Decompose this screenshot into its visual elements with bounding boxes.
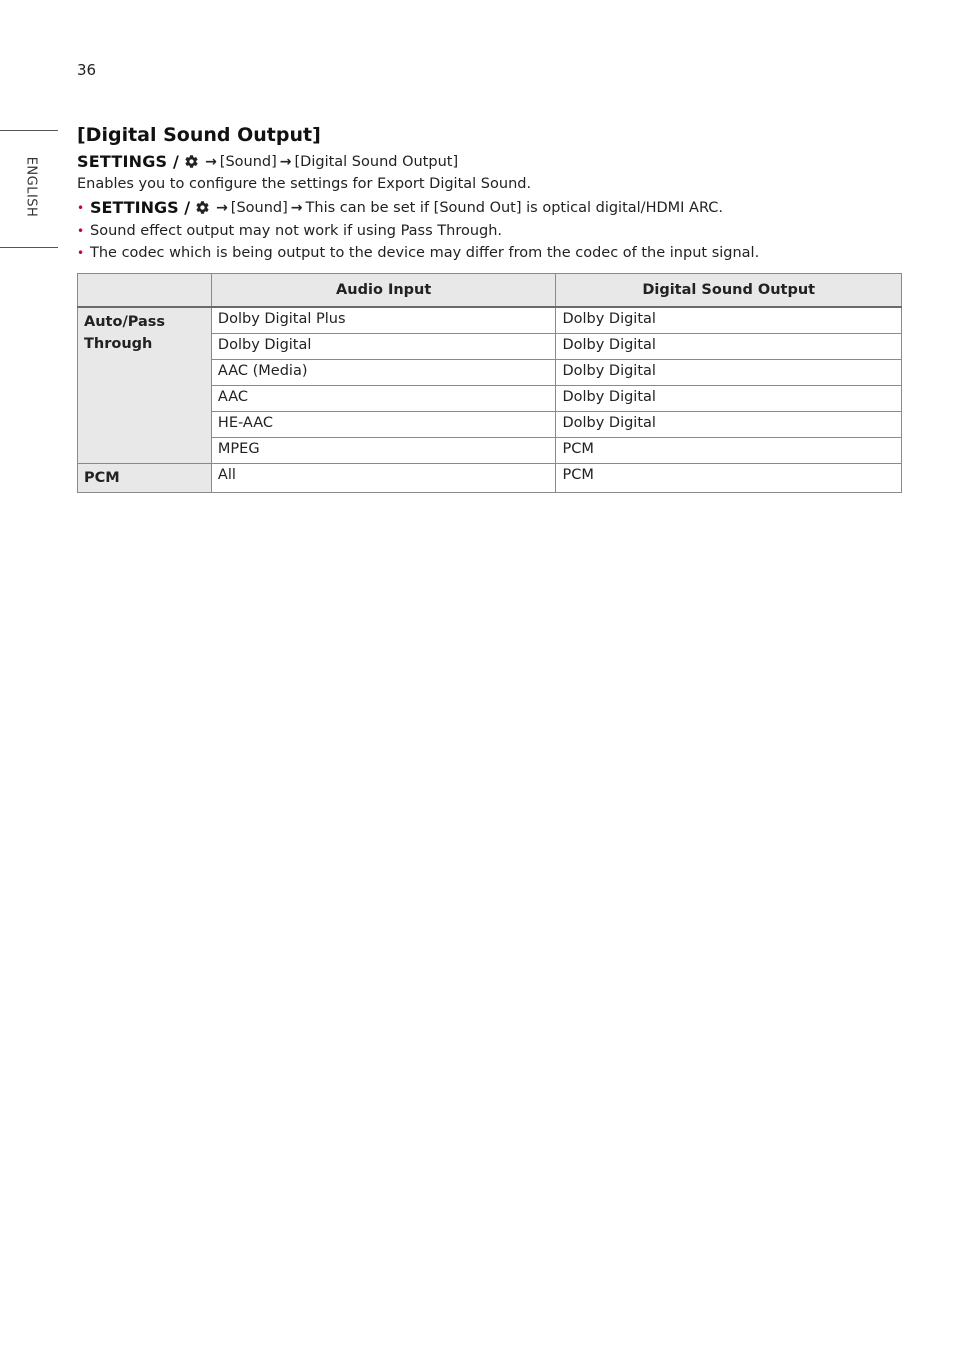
bullet-icon: • bbox=[77, 200, 85, 215]
note-item bbox=[77, 198, 902, 217]
arrow-icon: → bbox=[279, 153, 292, 170]
table-header-row bbox=[78, 274, 902, 308]
side-tab-label: ENGLISH bbox=[23, 156, 39, 218]
content bbox=[77, 124, 902, 493]
note-item bbox=[77, 245, 902, 261]
table-header-audio-input: Audio Input bbox=[211, 274, 556, 308]
table-row bbox=[78, 307, 902, 334]
arrow-icon: → bbox=[205, 153, 217, 170]
settings-label: SETTINGS / bbox=[77, 152, 180, 171]
table-cell: Dolby Digital bbox=[556, 386, 902, 412]
note-item bbox=[77, 223, 902, 239]
table-cell: PCM bbox=[556, 464, 902, 493]
page-number: 36 bbox=[77, 61, 97, 79]
table-cell: All bbox=[211, 464, 556, 493]
bullet-icon: • bbox=[77, 224, 85, 238]
table-header-empty bbox=[78, 274, 212, 308]
section-title: [Digital Sound Output] bbox=[77, 124, 321, 146]
notes-list bbox=[77, 198, 902, 261]
table-cell: AAC bbox=[211, 386, 556, 412]
table-cell: Dolby Digital bbox=[556, 360, 902, 386]
table-header-digital-sound-output: Digital Sound Output bbox=[556, 274, 902, 308]
table-cell: PCM bbox=[556, 438, 902, 464]
note-text: Sound effect output may not work if using Pass Through. bbox=[90, 223, 503, 239]
path-step-sound: [Sound] bbox=[230, 199, 288, 216]
settings-path bbox=[77, 152, 902, 171]
table-row bbox=[78, 464, 902, 493]
table-cell: Dolby Digital bbox=[556, 412, 902, 438]
row-group-pcm: PCM bbox=[78, 464, 212, 493]
bullet-icon: • bbox=[77, 246, 85, 260]
table-cell: Dolby Digital bbox=[556, 307, 902, 334]
path-step-sound: [Sound] bbox=[219, 153, 277, 170]
arrow-icon: → bbox=[216, 199, 228, 216]
table-cell: HE-AAC bbox=[211, 412, 556, 438]
note-text: The codec which is being output to the device may differ from the codec of the input signal. bbox=[90, 245, 760, 261]
gear-icon bbox=[195, 200, 210, 215]
row-group-auto-pass-through: Auto/Pass Through bbox=[78, 307, 212, 464]
table-cell: MPEG bbox=[211, 438, 556, 464]
table-cell: Dolby Digital Plus bbox=[211, 307, 556, 334]
path-step-digital-sound-output: [Digital Sound Output] bbox=[294, 153, 459, 170]
description: Enables you to configure the settings for Export Digital Sound. bbox=[77, 176, 532, 192]
table-cell: Dolby Digital bbox=[556, 334, 902, 360]
gear-icon bbox=[184, 154, 199, 169]
table-cell: AAC (Media) bbox=[211, 360, 556, 386]
table-cell: Dolby Digital bbox=[211, 334, 556, 360]
settings-label: SETTINGS / bbox=[90, 198, 191, 217]
codec-table bbox=[77, 273, 902, 493]
note-text: This can be set if [Sound Out] is optical digital/HDMI ARC. bbox=[305, 199, 724, 216]
arrow-icon: → bbox=[290, 199, 303, 216]
